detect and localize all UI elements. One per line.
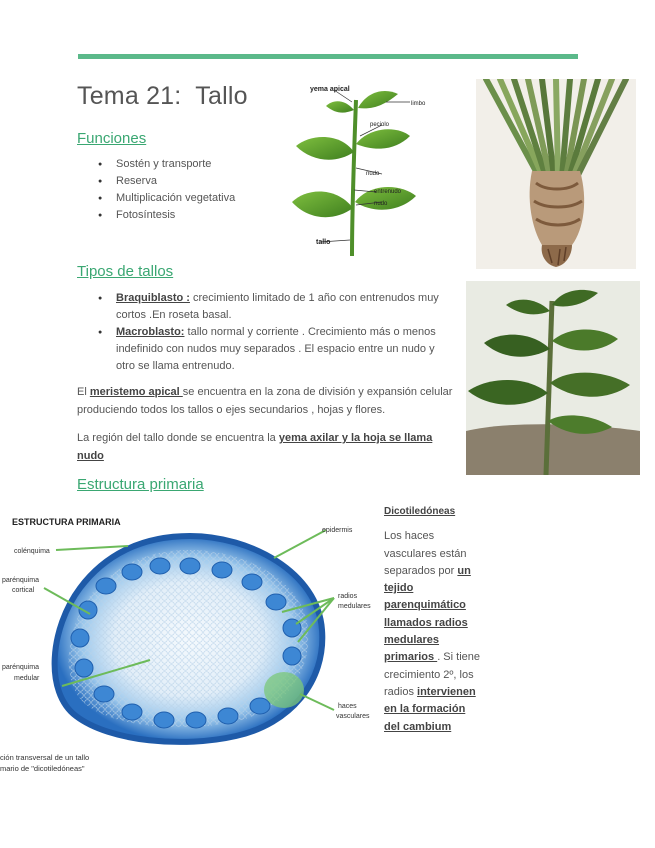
plant-diagram [286,80,438,258]
term-radios-medulares: un tejido parenquimático llamados radios medulares primarios [384,564,471,664]
label-radios-1: radios [338,593,358,600]
list-item: ● Sostén y transporte [96,156,286,173]
label-epidermis: epidermis [322,527,353,534]
dicotiledoneas-text [384,528,480,736]
list-item-text: crecimiento limitado de 1 año con entrenudos muy cortos .En roseta basal. [116,292,439,321]
label-nudo-2: nudo [374,201,388,207]
paragraph-text: . Si tiene crecimiento 2º, los radios [384,651,480,698]
label-yema-apical: yema apical [310,86,350,93]
term-meristemo-apical: meristemo apical [89,386,183,398]
cross-section-figure [0,510,378,775]
nudo-paragraph [77,430,455,465]
list-item: ● Fotosíntesis [96,207,286,224]
list-item [96,290,456,324]
label-colenquima: colénquima [14,548,50,555]
label-radios-2: medulares [338,603,371,610]
paragraph-text: La región del tallo donde se encuentra la [77,432,279,444]
label-parenquima-cortical-2: cortical [12,587,35,594]
label-nudo-1: nudo [366,171,380,177]
label-haces-1: haces [338,703,357,710]
stem-shape [352,100,356,256]
figure-caption-2: mario de "dicotiledóneas" [0,764,85,773]
figure-caption-1: ción transversal de un tallo [0,753,90,762]
estructura-heading: Estructura primaria [77,476,204,493]
highlighted-bundle [264,672,304,708]
label-parenquima-medular-1: parénquima [2,664,39,671]
term-cambium: intervienen en la formación del cambium [384,685,476,733]
term-macroblasto: Macroblasto: [116,326,185,338]
dicotiledoneas-heading: Dicotiledóneas [384,506,456,517]
paragraph-text: se encuentra en la zona de división y expansión celular produciendo todos los tallos o ejes secundarios , hojas y flores. [77,386,453,416]
leaf-shape [358,91,398,108]
list-item: ● Multiplicación vegetativa [96,190,286,207]
figure-title: ESTRUCTURA PRIMARIA [12,517,121,527]
leaf-shape [296,137,354,160]
label-parenquima-cortical-1: parénquima [2,577,39,584]
leaf-shape [356,129,410,148]
leaf-shape [292,191,353,217]
meristemo-paragraph [77,384,455,419]
paragraph-text: Los haces vasculares están separados por [384,530,467,577]
label-peciolo: peciolo [370,122,390,128]
tipos-heading: Tipos de tallos [77,263,174,280]
label-parenquima-medular-2: medular [14,675,40,682]
tipos-list [96,290,456,375]
term-braquiblasto: Braquiblasto : [116,292,190,304]
dicotiledoneas-block [384,503,480,736]
term-yema-axilar: yema axilar y la hoja se llama nudo [77,432,433,462]
list-item [96,324,456,375]
funciones-heading: Funciones [77,130,147,147]
funciones-list [96,156,286,224]
rosette-photo [476,79,636,269]
list-item: ● Reserva [96,173,286,190]
label-entrenudo: entrenudo [374,189,402,195]
plant-photo [466,281,640,475]
label-tallo: tallo [316,239,331,246]
list-item-text: tallo normal y corriente . Crecimiento más o menos indefinido con nudos muy separados . El espacio entre un nudo y otro se llama entrenudo. [116,326,436,372]
label-limbo: limbo [411,101,426,107]
top-rule [78,54,578,59]
label-haces-2: vasculares [336,713,370,720]
page-title: Tema 21: Tallo [77,82,248,110]
leaf-shape [326,101,354,112]
paragraph-text: El [77,386,90,398]
